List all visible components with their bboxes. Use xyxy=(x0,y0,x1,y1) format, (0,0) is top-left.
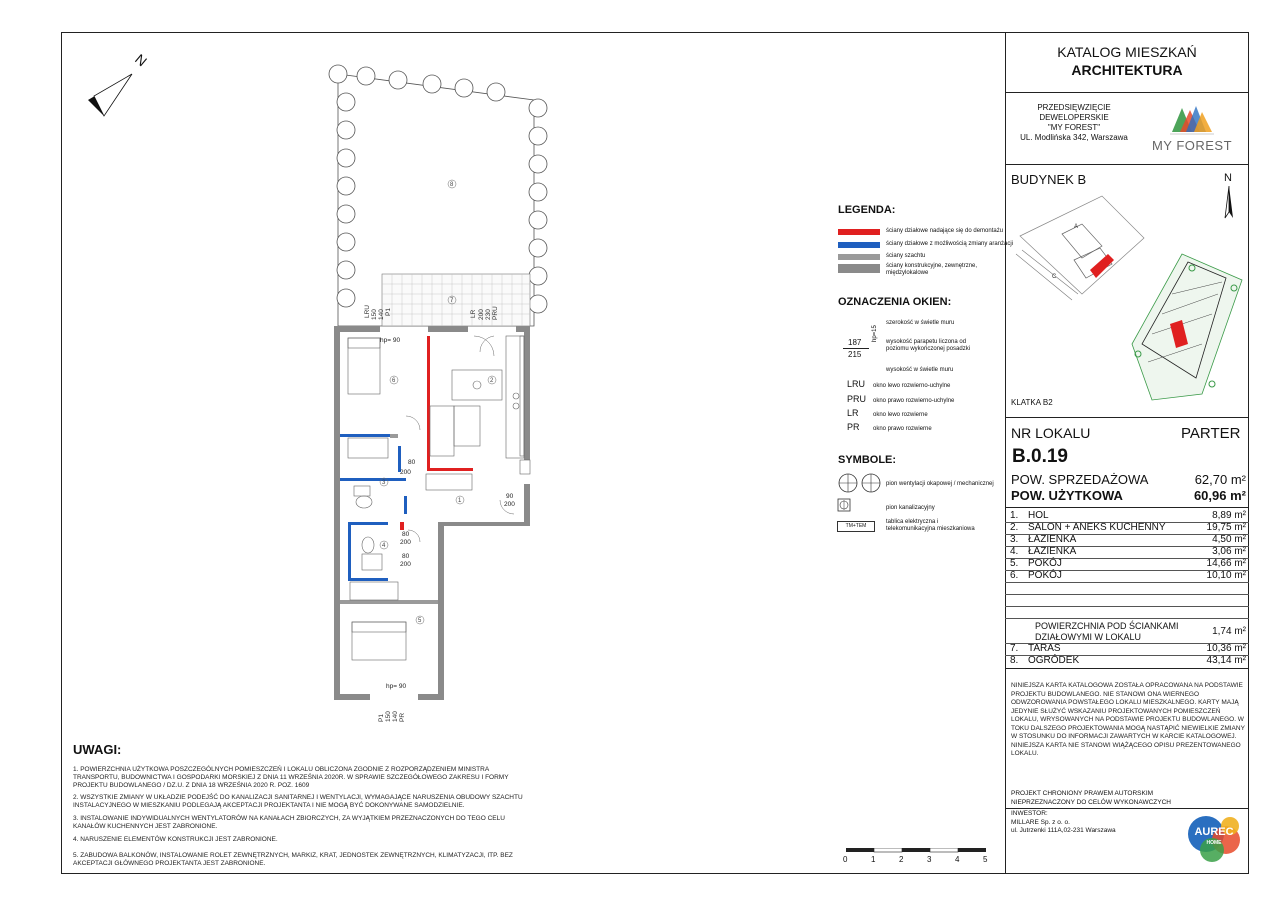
room-name: ŁAZIENKA xyxy=(1028,546,1077,557)
door-label-w: 90 xyxy=(506,493,514,500)
site-label-a: A xyxy=(1074,224,1079,230)
title-block-divider xyxy=(1005,32,1006,874)
window-type-code: LRU xyxy=(847,379,866,389)
room-num: 3. xyxy=(1010,534,1019,545)
usable-area-label: POW. UŻYTKOWA xyxy=(1011,488,1123,503)
scale-tick: 0 xyxy=(843,855,848,864)
note-item: 3. INSTALOWANIE INDYWIDUALNYCH WENTYLATORÓW NA KANAŁACH ZBIORCZYCH, ZA WYJĄTKIEM PRZEZNACZONYCH DO TEGO CELU KANAŁÓW KUCHENNYCH JEST ZABRONIONE. xyxy=(73,815,505,830)
divider-5 xyxy=(1005,668,1249,669)
window-top-left-sub: P1 xyxy=(385,308,392,316)
room-number: 7 xyxy=(450,298,454,304)
catalog-subtitle: ARCHITEKTURA xyxy=(1071,62,1183,78)
scale-tick: 2 xyxy=(899,855,904,864)
room-number: 4 xyxy=(382,543,386,549)
note-item: 4. NARUSZENIE ELEMENTÓW KONSTRUKCJI JEST ZABRONIONE. xyxy=(73,836,278,843)
legend-text: ściany szachtu xyxy=(886,253,926,259)
building-north-label: N xyxy=(1224,172,1232,184)
demountable-walls xyxy=(400,336,473,530)
window-example-height: 215 xyxy=(848,350,862,359)
room-name: ŁAZIENKA xyxy=(1028,534,1077,545)
rearrangeable-walls xyxy=(340,434,407,581)
investor-label: INWESTOR: xyxy=(1011,810,1048,817)
site-plan-map xyxy=(1012,194,1250,406)
window-labels xyxy=(380,337,515,690)
plan-north-label: N xyxy=(132,50,151,70)
copyright-notice xyxy=(1011,790,1247,807)
legend-swatch-blue xyxy=(838,242,880,248)
extra-name: TARAS xyxy=(1028,643,1061,654)
developer-info xyxy=(1010,103,1138,143)
window-desc-width: szerokość w świetle muru xyxy=(886,320,955,326)
electrical-panel-icon: TM+TEM xyxy=(837,521,875,532)
plan-north-arrow-icon xyxy=(86,70,136,120)
window-top-door-sub: PRU xyxy=(492,306,499,320)
window-bottom-sub: P1 xyxy=(378,714,385,722)
window-top-left-h: 140 xyxy=(378,309,385,320)
window-example-width: 187 xyxy=(848,338,862,347)
scale-tick: 5 xyxy=(983,855,988,864)
door-label-h: 200 xyxy=(400,469,411,476)
legend-text: ściany konstrukcyjne, zewnętrzne, międzylokalowe xyxy=(886,263,978,276)
extra-area: 10,36 m² xyxy=(1206,643,1246,654)
room-num: 4. xyxy=(1010,546,1019,557)
catalog-title: KATALOG MIESZKAŃ xyxy=(1057,44,1197,60)
window-desc-height: wysokość w świetle muru xyxy=(886,367,954,373)
sales-area-value: 62,70 m² xyxy=(1194,472,1246,487)
window-bottom-w: 150 xyxy=(385,711,392,722)
scale-tick: 3 xyxy=(927,855,932,864)
symbol-text: pion wentylacji okapowej / mechanicznej xyxy=(886,481,994,487)
aurec-logo-text: AUREC xyxy=(1194,826,1234,838)
window-example-line xyxy=(843,348,869,349)
room-row xyxy=(1010,522,1246,534)
room-num: 2. xyxy=(1010,522,1019,533)
door-label-w: 80 xyxy=(408,459,416,466)
copyright-line1: PROJEKT CHRONIONY PRAWEM AUTORSKIM xyxy=(1011,790,1154,797)
partition-label-1: POWIERZCHNIA POD ŚCIANKAMI xyxy=(1035,621,1179,631)
divider-4 xyxy=(1005,507,1249,508)
usable-area-value: 60,96 m² xyxy=(1193,488,1246,503)
developer-line2: DEWELOPERSKIE xyxy=(1039,113,1109,122)
developer-line3: "MY FOREST" xyxy=(1047,123,1101,132)
developer-line1: PRZEDSIĘWZIĘCIE xyxy=(1037,103,1111,112)
site-label-c: C xyxy=(1052,274,1057,280)
sales-area-label: POW. SPRZEDAŻOWA xyxy=(1011,472,1149,487)
disclaimer-text: NINIEJSZA KARTA KATALOGOWA ZOSTAŁA OPRACOWANA NA PODSTAWIE PROJEKTU BUDOWLANEGO. NIE STANOWI ONA WIERNEGO ODWZOROWANIA POWSTAŁEGO LOKALU MIESZKALNEGO. KARTY MAJĄ JEDYNIE SŁUŻYĆ WSKAZANIU PROJEKTOWANYCH POMIESZCZEŃ LOKALU, WRYSOWANYCH NA PODSTAWIE PROJEKTU BUDOWLANEGO. W TOKU DALSZEGO PROJEKTOWANIA MOGĄ NASTĄPIĆ NIEWIELKIE ZMIANY W STOSUNKU DO INFORMACJI ZAWARTYCH W KARCIE KATALOGOWEJ. NINIEJSZA KARTA NIE STANOWI WIĄŻĄCEGO OPISU PREZENTOWANEGO LOKALU. xyxy=(1011,682,1245,757)
divider-2 xyxy=(1005,164,1249,165)
room-num: 1. xyxy=(1010,510,1019,521)
door-swings xyxy=(406,336,514,542)
room-divider xyxy=(1005,594,1249,595)
windows-title: OZNACZENIA OKIEN: xyxy=(838,296,952,308)
legend-swatch-structural xyxy=(838,264,880,273)
room-number: 5 xyxy=(418,618,422,624)
room-number: 3 xyxy=(382,480,386,486)
note-item: 1. POWIERZCHNIA UŻYTKOWA POSZCZEGÓLNYCH POMIESZCZEŃ I LOKALU OBLICZONA ZGODNIE Z ROZPORZĄDZENIEM MINISTRA TRANSPORTU, BUDOWNICTWA I GOSPODARKI MORSKIEJ Z DNIA 11 WRZEŚNIA 2020R. W SPRAWIE SZCZEGÓŁOWEGO ZAKRESU I FORMY PROJEKTU BUDOWLANEGO / DZ.U. Z DNIA 18 WRZEŚNIA 2020 R. POZ. 1609 xyxy=(73,766,509,789)
window-type-text: okno prawo rozwierno-uchylne xyxy=(873,398,955,404)
room-area: 4,50 m² xyxy=(1212,534,1246,545)
my-forest-logo xyxy=(1150,104,1234,156)
my-forest-logo-text: MY FOREST xyxy=(1151,138,1233,153)
unit-number: B.0.19 xyxy=(1012,446,1068,467)
ventilation-riser-icon xyxy=(837,472,883,494)
drain-riser-icon xyxy=(837,498,851,512)
extra-name: OGRÓDEK xyxy=(1028,655,1080,666)
room-row xyxy=(1010,534,1246,546)
divider-6 xyxy=(1005,808,1249,809)
room-number: 1 xyxy=(458,498,462,504)
window-sill-label: hp= 90 xyxy=(380,337,401,344)
room-name: POKÓJ xyxy=(1028,570,1062,581)
aurec-logo xyxy=(1186,814,1242,864)
room-area: 19,75 m² xyxy=(1206,522,1246,533)
window-bottom-h: 140 xyxy=(392,711,399,722)
building-title: BUDYNEK B xyxy=(1011,172,1087,187)
note-item: 2. WSZYSTKIE ZMIANY W UKŁADZIE PODEJŚĆ DO KANALIZACJI SANITARNEJ I WENTYLACJI, WYMAGAJĄCE NARUSZENIA OBUDOWY SZACHTU INSTALACYJNEGO W MIESZKANIU PODLEGAJĄ AKCEPTACJI PROJEKTANTA I NIE MOGĄ BYĆ DOKONYWANE SAMODZIELNIE. xyxy=(73,794,523,809)
window-type-code: PR xyxy=(847,422,860,432)
window-desc-sill: wysokość parapetu liczona od poziomu wykończonej posadzki xyxy=(886,339,971,352)
window-type: LRU xyxy=(364,304,371,318)
room-number: 6 xyxy=(392,378,396,384)
window-bottom-type: PR xyxy=(399,712,406,722)
window-top-door-w: 200 xyxy=(478,309,485,320)
extra-row xyxy=(1010,655,1246,667)
door-label-h: 200 xyxy=(400,539,411,546)
door-label-w: 80 xyxy=(402,553,410,560)
window-top-left-w: 150 xyxy=(371,309,378,320)
room-name: HOL xyxy=(1028,510,1049,521)
scale-tick: 1 xyxy=(871,855,876,864)
stair-label: KLATKA B2 xyxy=(1011,398,1053,407)
scale-bar xyxy=(842,848,992,858)
window-type-code: PRU xyxy=(847,394,867,404)
room-row xyxy=(1010,510,1246,522)
partition-area-label xyxy=(1035,621,1179,643)
room-row xyxy=(1010,558,1246,570)
investor-name: MILLARE Sp. z o. o. xyxy=(1011,818,1070,826)
window-type-text: okno lewo rozwierne xyxy=(873,412,928,418)
aurec-logo-icon xyxy=(1186,814,1242,864)
room-number: 2 xyxy=(490,378,494,384)
room-num: 6. xyxy=(1010,570,1019,581)
unit-floor: PARTER xyxy=(1181,425,1241,442)
window-type-text: okno prawo rozwierne xyxy=(873,426,932,432)
window-top-door-h: 230 xyxy=(485,309,492,320)
window-type-code: LR xyxy=(847,408,859,418)
structural-walls xyxy=(334,326,530,700)
legend-text: ściany działowe nadające się do demontażu xyxy=(886,228,1004,234)
investor-address: ul. Jutrzenki 111A,02-231 Warszawa xyxy=(1011,827,1116,834)
notes-title: UWAGI: xyxy=(73,742,122,757)
window-sill-label: hp= 90 xyxy=(386,683,407,690)
room-divider xyxy=(1005,618,1249,619)
door-label-h: 200 xyxy=(400,561,411,568)
room-row xyxy=(1010,546,1246,558)
partition-label-2: DZIAŁOWYMI W LOKALU xyxy=(1035,632,1142,642)
symbol-text: pion kanalizacyjny xyxy=(886,505,935,511)
room-area: 10,10 m² xyxy=(1206,570,1246,581)
room-name: POKÓJ xyxy=(1028,558,1062,569)
legend-swatch-red xyxy=(838,229,880,235)
room-area: 14,66 m² xyxy=(1206,558,1246,569)
floor-plan xyxy=(320,60,560,720)
unit-nr-label: NR LOKALU xyxy=(1011,425,1091,441)
room-divider xyxy=(1005,606,1249,607)
symbols-title: SYMBOLE: xyxy=(838,454,897,466)
extra-num: 8. xyxy=(1010,655,1019,666)
aurec-logo-sub: HOME xyxy=(1206,840,1222,846)
scale-tick: 4 xyxy=(955,855,960,864)
door-label-h: 200 xyxy=(504,501,515,508)
room-area: 8,89 m² xyxy=(1212,510,1246,521)
copyright-line2: NIEPRZEZNACZONY DO CELÓW WYKONAWCZYCH xyxy=(1011,798,1171,806)
legend-swatch-shaft xyxy=(838,254,880,260)
legend-text: ściany działowe z możliwością zmiany aranżacji xyxy=(886,241,1014,247)
divider-3 xyxy=(1005,417,1249,418)
room-name: SALON + ANEKS KUCHENNY xyxy=(1028,522,1166,533)
room-num: 5. xyxy=(1010,558,1019,569)
room-area: 3,06 m² xyxy=(1212,546,1246,557)
extra-row xyxy=(1010,643,1246,655)
extra-num: 7. xyxy=(1010,643,1019,654)
room-number: 8 xyxy=(450,182,454,188)
room-row xyxy=(1010,570,1246,582)
legend-title: LEGENDA: xyxy=(838,204,896,216)
window-type-text: okno lewo rozwierno-uchylne xyxy=(873,383,951,389)
door-label-w: 80 xyxy=(402,531,410,538)
partition-area-value: 1,74 m² xyxy=(1212,626,1246,637)
window-top-door-type: LR xyxy=(470,309,477,318)
divider-1 xyxy=(1005,92,1249,93)
investor-info xyxy=(1011,810,1181,836)
room-divider xyxy=(1005,582,1249,583)
window-example-sill: hp=15 xyxy=(872,325,878,342)
symbol-text: tablica elektryczna i telekomunikacyjna mieszkaniowa xyxy=(886,519,975,532)
extra-area: 43,14 m² xyxy=(1206,655,1246,666)
developer-line4: UL. Modlińska 342, Warszawa xyxy=(1020,133,1128,142)
note-item: 5. ZABUDOWA BALKONÓW, INSTALOWANIE ROLET ZEWNĘTRZNYCH, MARKIZ, KRAT, JEDNOSTEK ZEWNĘTRZNYCH, KLIMATYZACJI, ITP. BEZ AKCEPTACJI GŁÓWNEGO PROJEKTANTA JEST ZABRONIONE. xyxy=(73,852,513,867)
